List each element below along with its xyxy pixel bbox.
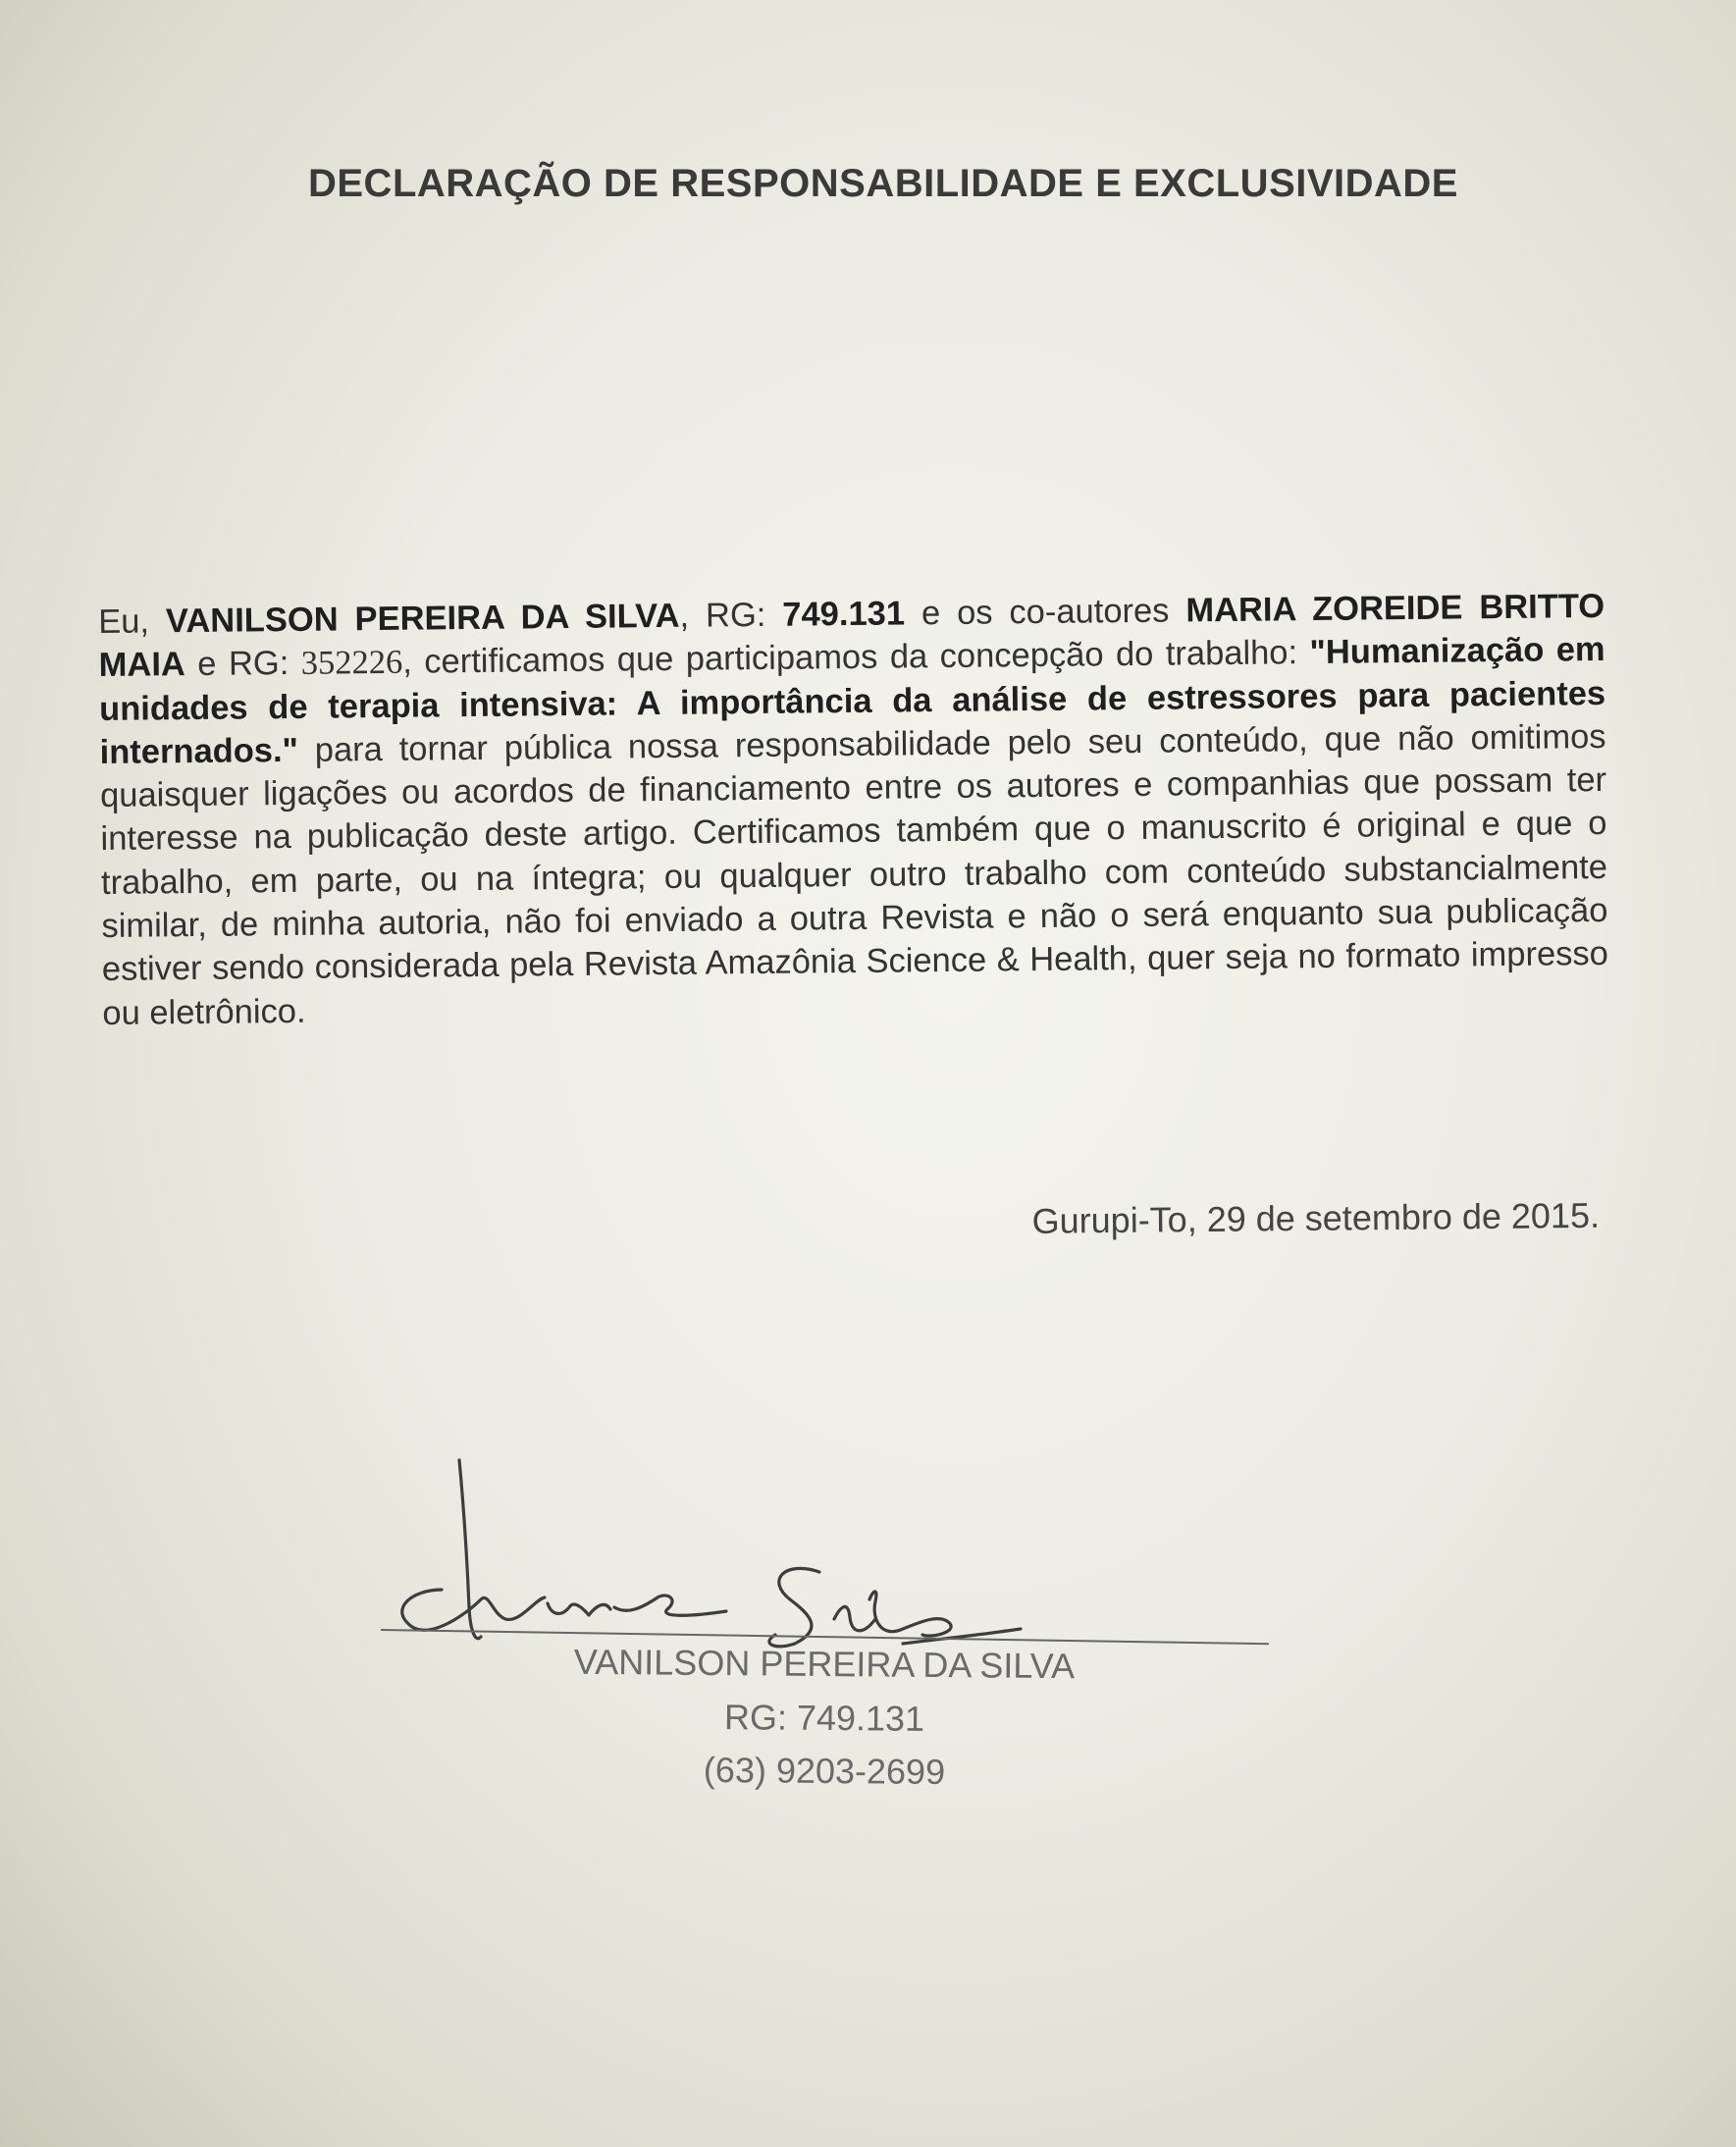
signer-rg: RG: 749.131 xyxy=(723,1697,925,1739)
body-text-intro: Eu, xyxy=(98,602,167,641)
body-text-rg-label: , RG: xyxy=(679,596,783,635)
body-text-main: para tornar pública nossa responsabilidade pelo seu conteúdo, que não omitimos quaisquer ligações ou acordos de financiamento entre os autores e companhias que possam ter interesse na publicação deste artigo. Certificamos também que o manuscrito é original e que o trabalho, em parte, ou na íntegra; ou qualquer outro trabalho com conteúdo substancialmente similar, de minha autoria, não foi enviado a outra Revista e não o será enquanto sua publicação estiver sendo considerada pela Revista Amazônia Science & Health, quer seja no formato impresso ou eletrônico. xyxy=(99,717,1609,1032)
declaration-body xyxy=(98,585,1609,1035)
date-line: Gurupi-To, 29 de setembro de 2015. xyxy=(1031,1194,1601,1241)
coauthor-name: MARIA ZOREIDE BRITTO MAIA xyxy=(98,587,1605,685)
author-name: VANILSON PEREIRA DA SILVA xyxy=(165,597,680,641)
body-text-coauthors-label: e os co-autores xyxy=(904,592,1186,633)
author-rg: 749.131 xyxy=(782,595,906,634)
signer-name: VANILSON PEREIRA DA SILVA xyxy=(573,1641,1076,1687)
body-text-certify: , certificamos que participamos da concepção do trabalho: xyxy=(402,634,1310,682)
document-title: DECLARAÇÃO DE RESPONSABILIDADE E EXCLUSIVIDADE xyxy=(307,162,1458,205)
coauthor-rg: 352226 xyxy=(300,644,403,683)
work-title: "Humanização em unidades de terapia intensiva: A importância da análise de estressores para pacientes internados." xyxy=(98,631,1606,771)
body-text-coauthor-rg-label: e RG: xyxy=(184,645,301,684)
signer-phone: (63) 9203-2699 xyxy=(703,1749,946,1793)
